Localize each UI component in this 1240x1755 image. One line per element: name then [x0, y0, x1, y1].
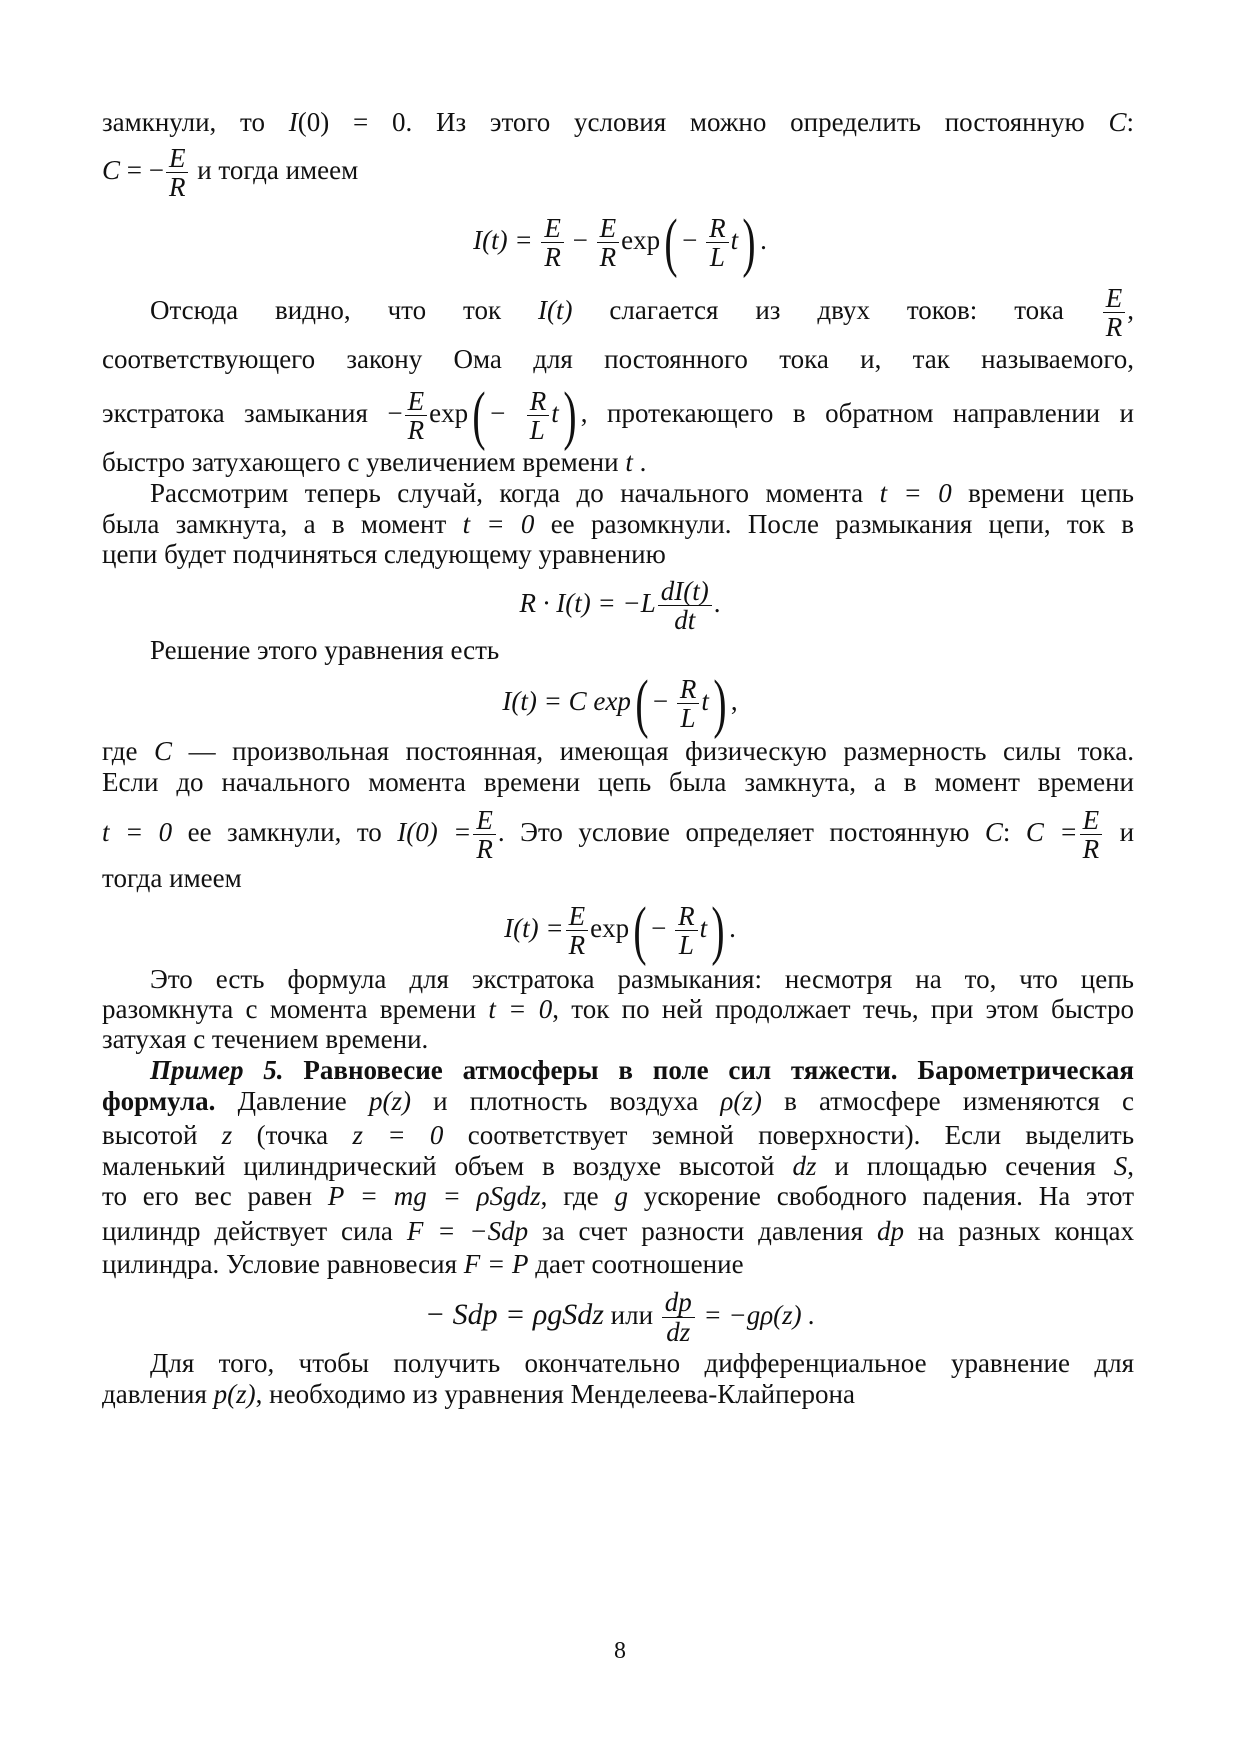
fraction-denominator: R [1082, 834, 1100, 865]
paragraph-line [102, 1023, 1134, 1056]
left-paren: ( [472, 378, 486, 452]
math: C [102, 155, 121, 185]
fraction [566, 902, 589, 960]
fraction [675, 902, 698, 960]
text: , ток по ней продолжает течь, при этом быстро [552, 994, 1135, 1024]
fraction-numerator: E [1103, 284, 1126, 313]
math: I [473, 225, 483, 255]
text: : [1002, 817, 1011, 847]
paragraph-line [102, 993, 1134, 1026]
formula [0, 666, 1240, 740]
fraction-denominator: dz [666, 1316, 691, 1347]
text: Отсюда видно, что ток [150, 295, 502, 325]
math: − [651, 913, 667, 943]
fraction-numerator: dp [662, 1288, 695, 1317]
math: t = 0 [879, 478, 952, 508]
math: C = [1025, 817, 1078, 847]
fraction-denominator: R [407, 415, 425, 446]
fraction [662, 1288, 695, 1346]
text: дает соотношение [535, 1249, 744, 1279]
text: . Это условие определяет постоянную [497, 817, 970, 847]
fraction-denominator: L [678, 930, 694, 961]
text: где [102, 736, 138, 766]
text: цилиндр действует сила [102, 1216, 393, 1246]
paragraph-line [102, 538, 1134, 571]
math: p(z) [368, 1086, 411, 1116]
fraction-denominator: dt [674, 605, 696, 636]
example-label: Пример 5. [150, 1055, 284, 1085]
math: t [551, 398, 559, 428]
math: I(t) = [504, 913, 564, 943]
text: : [1126, 107, 1135, 137]
math: = − [120, 155, 164, 185]
paragraph-line [102, 508, 1134, 541]
paragraph-line [150, 634, 1134, 667]
text: и плотность воздуха [433, 1086, 699, 1116]
math: . [760, 225, 767, 255]
fraction-numerator: E [405, 387, 428, 416]
math: , [730, 686, 738, 716]
fraction-denominator: R [476, 834, 493, 865]
fraction-numerator: R [677, 675, 700, 704]
formula [0, 205, 1240, 279]
fraction-numerator: E [566, 902, 589, 931]
text: , где [540, 1181, 599, 1211]
math: exp [429, 398, 469, 428]
fraction-denominator: R [599, 242, 617, 273]
math: z [221, 1120, 233, 1150]
text: — произвольная постоянная, имеющая физическую размерность силы тока. [188, 736, 1134, 766]
right-paren: ) [563, 378, 577, 452]
paragraph-line [150, 1054, 1134, 1087]
text: ускорение свободного падения. На этот [643, 1181, 1134, 1211]
paragraph-line [102, 1378, 1134, 1411]
text: и тогда имеем [190, 155, 359, 185]
text: . [632, 447, 647, 477]
fraction [1103, 284, 1126, 342]
text: маленький цилиндрический объем в воздухе высотой [102, 1151, 775, 1181]
fraction-numerator: dI(t) [658, 577, 712, 606]
paragraph-line [102, 862, 1134, 895]
text: , протекающего в обратном направлении и [580, 398, 1135, 428]
math: p(z) [213, 1379, 256, 1409]
fraction [473, 806, 496, 864]
fraction-denominator: R [544, 242, 561, 273]
math: − Sdp = ρgSdz [424, 1298, 604, 1331]
text: соответствует земной поверхности). Если выделить [467, 1120, 1135, 1150]
text: и площадью сечения [834, 1151, 1096, 1181]
fraction [706, 214, 729, 272]
math: . [713, 588, 721, 618]
math: C [1108, 107, 1127, 137]
text: Давление [215, 1086, 347, 1116]
text: Рассмотрим теперь случай, когда до начального момента [150, 478, 864, 508]
text: (точка [256, 1120, 329, 1150]
right-paren: ) [713, 666, 727, 740]
math: − [387, 398, 403, 428]
text: Для того, чтобы получить окончательно дифференциальное уравнение для [150, 1348, 1134, 1378]
fraction-denominator: R [568, 930, 586, 961]
text: ее замкнули, то [187, 817, 382, 847]
fraction [527, 387, 550, 445]
text: , необходимо из уравнения Менделеева-Клайперона [255, 1379, 855, 1409]
text: то его вес равен [102, 1181, 313, 1211]
fraction-numerator: R [675, 902, 698, 931]
fraction [166, 144, 189, 202]
text: ее разомкнули. После размыкания цепи, ток в [550, 509, 1135, 539]
right-paren: ) [742, 205, 756, 279]
paragraph-line [150, 963, 1134, 996]
math: dp [876, 1216, 904, 1246]
paragraph-line [102, 446, 1134, 479]
paragraph-line [102, 106, 1134, 139]
math: g [614, 1181, 628, 1211]
math: P = mg = ρSgdz [327, 1181, 541, 1211]
text: цепи будет подчиняться следующему уравнению [102, 539, 666, 569]
fraction-numerator: R [527, 387, 550, 416]
fraction-numerator: E [473, 806, 496, 835]
math: . [729, 913, 736, 943]
math: (t) = [482, 225, 533, 255]
math: = −gρ(z) . [696, 1300, 816, 1330]
fraction-numerator: E [166, 144, 189, 173]
text: затухая с течением времени. [102, 1024, 429, 1054]
math: R · I(t) = −L [519, 588, 656, 618]
paragraph-line [102, 1150, 1134, 1183]
text: разомкнута с момента времени [102, 994, 477, 1024]
fraction [658, 577, 712, 635]
math: t [699, 913, 708, 943]
text: в атмосфере изменяются с [784, 1086, 1135, 1116]
text: времени цепь [968, 478, 1134, 508]
text: Если до начального момента времени цепь была замкнута, а в момент времени [102, 767, 1134, 797]
paragraph-line [102, 1215, 1134, 1248]
fraction [677, 675, 700, 733]
fraction-numerator: E [541, 214, 564, 243]
math: t = 0 [488, 994, 553, 1024]
math: t [701, 686, 709, 716]
math: I(t) = C exp [502, 686, 631, 716]
text: слагается из двух токов: тока [609, 295, 1064, 325]
text: , [1127, 1151, 1135, 1181]
section-heading: формула. [102, 1086, 216, 1116]
text: на разных концах [917, 1216, 1134, 1246]
text: Это есть формула для экстратока размыкания: несмотря на то, что цепь [150, 964, 1134, 994]
math: exp [621, 225, 661, 255]
paragraph-line [102, 343, 1134, 376]
text: и [1119, 817, 1135, 847]
formula [0, 893, 1240, 967]
math: F = P [463, 1249, 529, 1279]
right-paren: ) [711, 893, 725, 967]
math: z = 0 [352, 1120, 444, 1150]
fraction-denominator: L [529, 415, 545, 446]
math: I [288, 107, 298, 137]
text: . Из этого условия можно определить постоянную [405, 107, 1085, 137]
text: цилиндра. Условие равновесия [102, 1249, 458, 1279]
fraction [541, 214, 564, 272]
left-paren: ( [664, 205, 678, 279]
paragraph-line [102, 800, 1134, 864]
math: − [490, 398, 506, 428]
fraction-denominator: R [1105, 312, 1123, 343]
formula [0, 1280, 1240, 1350]
math: − [652, 686, 669, 716]
paragraph-line [102, 378, 1135, 452]
page-number: 8 [614, 1638, 626, 1664]
paragraph-line [150, 1347, 1134, 1380]
text: Решение этого уравнения есть [150, 635, 500, 665]
math: S [1113, 1151, 1128, 1181]
fraction-denominator: L [680, 703, 696, 734]
math: F = −Sdp [406, 1216, 529, 1246]
math: − [682, 225, 698, 255]
text: высотой [102, 1120, 198, 1150]
text: соответствующего закону Ома для постоянного тока и, так называемого, [102, 344, 1134, 374]
text: экстратока замыкания [102, 398, 368, 428]
math: I(0) = [397, 817, 472, 847]
math: (0) = 0 [297, 107, 406, 137]
formula [0, 568, 1240, 638]
text: тогда имеем [102, 863, 242, 893]
paragraph-line [102, 1119, 1134, 1152]
left-paren: ( [633, 893, 647, 967]
math: − [565, 225, 595, 255]
text: , [1127, 295, 1135, 325]
math: t [625, 447, 633, 477]
paragraph-line [150, 280, 1134, 342]
text: быстро затухающего с увеличением времени [102, 447, 619, 477]
left-paren: ( [635, 666, 649, 740]
fraction-denominator: R [168, 172, 186, 203]
text: замкнули, то [102, 107, 265, 137]
fraction [1080, 806, 1103, 864]
text: или [603, 1300, 660, 1330]
math: exp [590, 913, 630, 943]
paragraph-line [102, 1248, 1134, 1281]
math: C [154, 736, 173, 766]
text: давления [102, 1379, 207, 1409]
fraction-numerator: E [1080, 806, 1103, 835]
math: t [730, 225, 739, 255]
text: за счет разности давления [541, 1216, 864, 1246]
paragraph-line [102, 140, 1134, 202]
fraction-numerator: E [597, 214, 620, 243]
math: dz [792, 1151, 817, 1181]
fraction-numerator: R [706, 214, 729, 243]
section-heading: Равновесие атмосферы в поле сил тяжести. Барометрическая [283, 1055, 1134, 1085]
paragraph-line [150, 477, 1134, 510]
paragraph-line [102, 735, 1134, 768]
math: t = 0 [462, 509, 535, 539]
fraction-denominator: L [709, 242, 725, 273]
fraction [405, 387, 428, 445]
paragraph-line [102, 766, 1134, 799]
text: была замкнута, а в момент [102, 509, 447, 539]
math: ρ(z) [720, 1086, 762, 1116]
paragraph-line [102, 1085, 1134, 1118]
math: I(t) [538, 295, 573, 325]
paragraph-line [102, 1180, 1134, 1213]
math: t = 0 [102, 817, 173, 847]
math: C [984, 817, 1003, 847]
fraction [597, 214, 620, 272]
